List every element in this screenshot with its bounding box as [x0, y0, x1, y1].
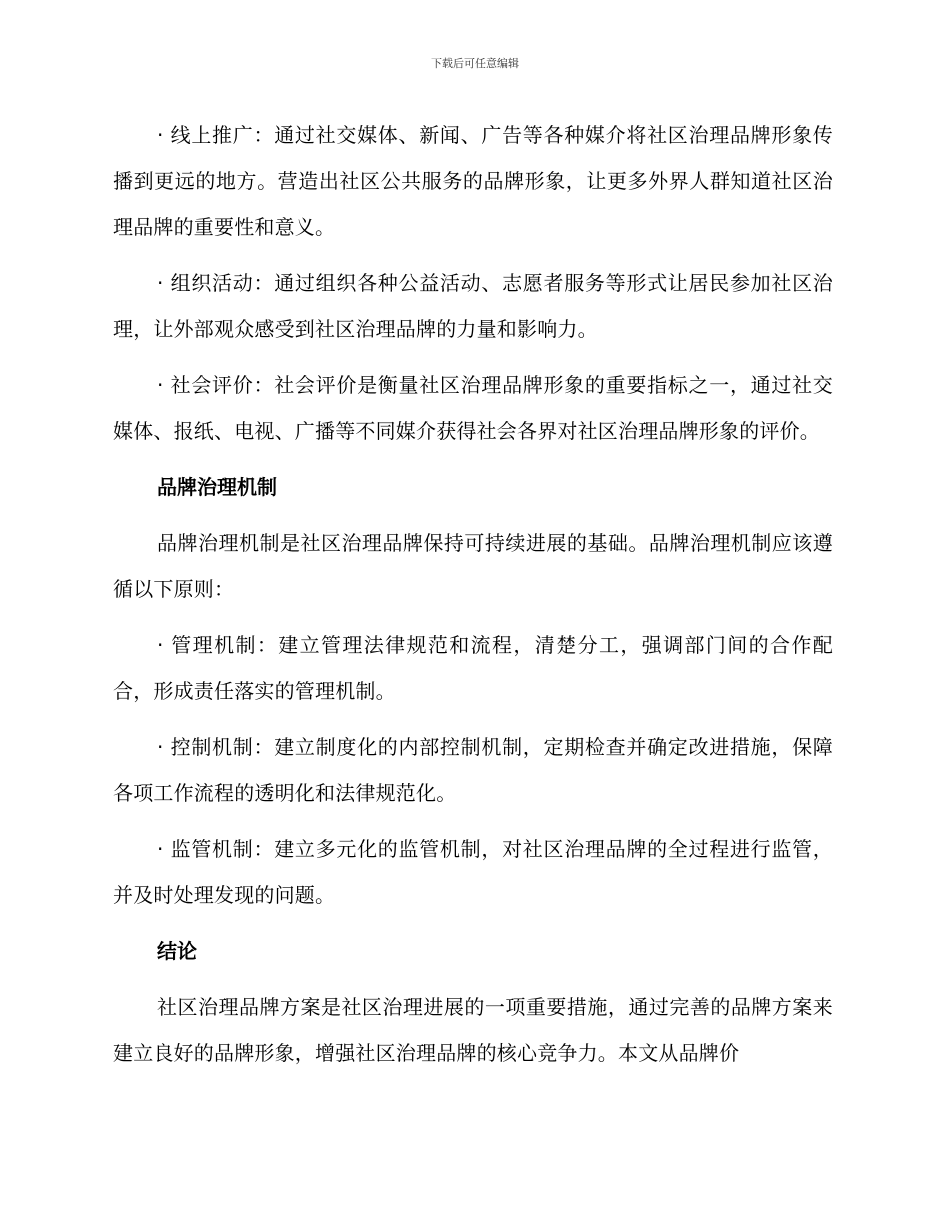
paragraph-management-mechanism: · 管理机制：建立管理法律规范和流程，清楚分工，强调部门间的合作配合，形成责任落实的管理机制。: [113, 633, 833, 703]
paragraph-conclusion: 社区治理品牌方案是社区治理进展的一项重要措施，通过完善的品牌方案来建立良好的品牌形象，增强社区治理品牌的核心竞争力。本文从品牌价: [113, 995, 833, 1065]
paragraph-social-evaluation: · 社会评价：社会评价是衡量社区治理品牌形象的重要指标之一，通过社交媒体、报纸、电视、广播等不同媒介获得社会各界对社区治理品牌形象的评价。: [113, 373, 833, 443]
section-heading-conclusion: 结论: [157, 939, 197, 963]
section-heading-brand-governance: 品牌治理机制: [157, 475, 277, 499]
paragraph-supervision-mechanism: · 监管机制：建立多元化的监管机制，对社区治理品牌的全过程进行监管，并及时处理发现的问题。: [113, 837, 833, 907]
paragraph-organize-activities: · 组织活动：通过组织各种公益活动、志愿者服务等形式让居民参加社区治理，让外部观众感受到社区治理品牌的力量和影响力。: [113, 271, 833, 341]
page-header-note: 下载后可任意编辑: [431, 57, 519, 70]
paragraph-control-mechanism: · 控制机制：建立制度化的内部控制机制，定期检查并确定改进措施，保障各项工作流程的透明化和法律规范化。: [113, 735, 833, 805]
document-body: [113, 112, 833, 1086]
paragraph-online-promotion: · 线上推广：通过社交媒体、新闻、广告等各种媒介将社区治理品牌形象传播到更远的地方。营造出社区公共服务的品牌形象，让更多外界人群知道社区治理品牌的重要性和意义。: [113, 123, 833, 239]
paragraph-governance-intro: 品牌治理机制是社区治理品牌保持可持续进展的基础。品牌治理机制应该遵循以下原则：: [113, 531, 833, 601]
